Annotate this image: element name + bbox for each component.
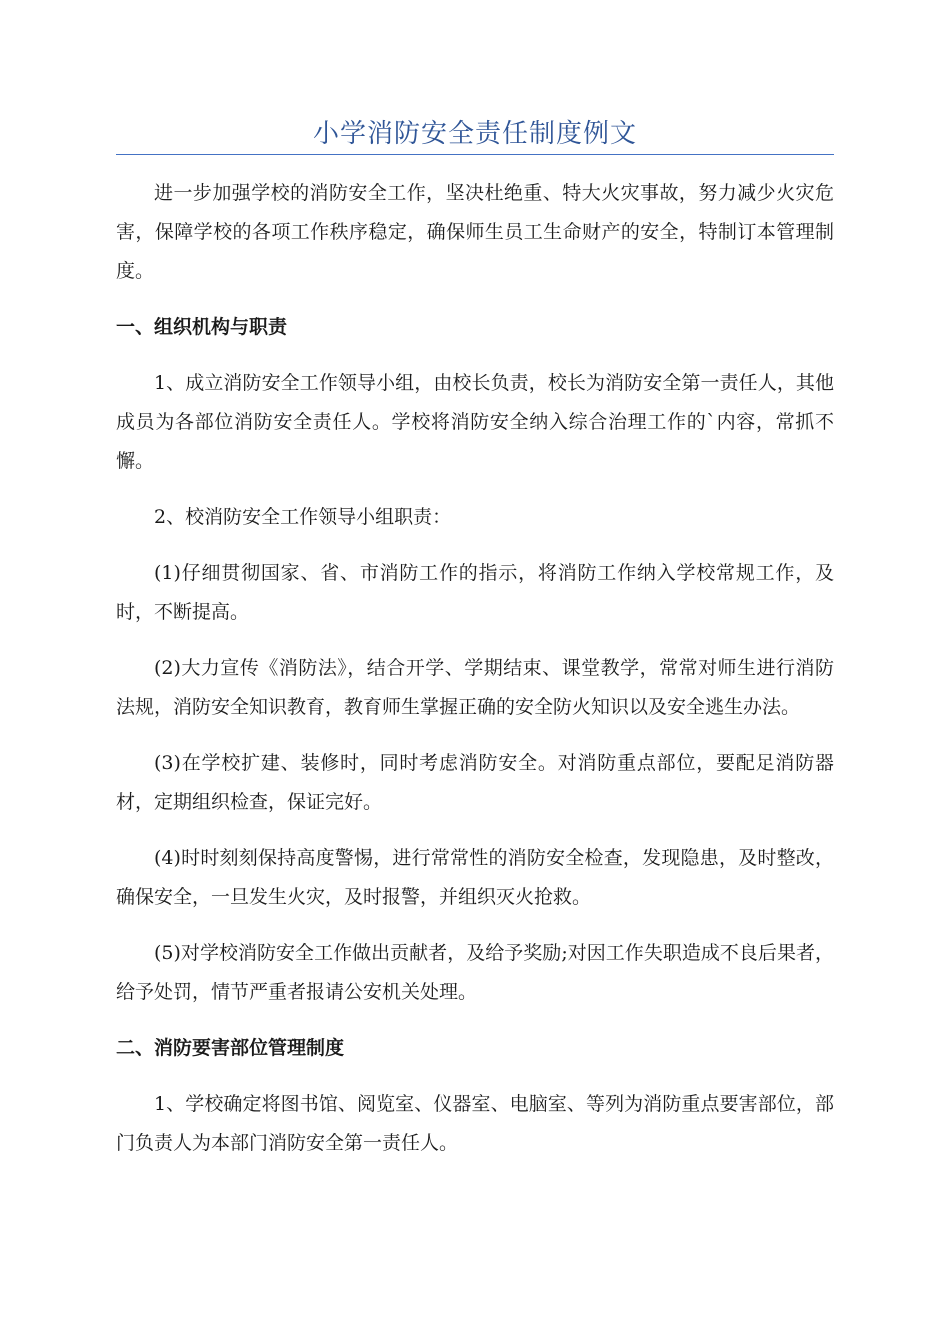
paragraph-item-2: 2、校消防安全工作领导小组职责： [154, 506, 452, 528]
paragraph-key-areas-1: 1、学校确定将图书馆、阅览室、仪器室、电脑室、等列为消防重点要害部位，部门负责人为本部门消防安全第一责任人。 [116, 1093, 834, 1154]
title-underline [116, 154, 834, 155]
intro-paragraph: 进一步加强学校的消防安全工作，坚决杜绝重、特大火灾事故，努力减少火灾危害，保障学校的各项工作秩序稳定，确保师生员工生命财产的安全，特制订本管理制度。 [116, 182, 834, 282]
document-title: 小学消防安全责任制度例文 [312, 119, 637, 149]
paragraph-duty-5: (5)对学校消防安全工作做出贡献者，及给予奖励;对因工作失职造成不良后果者，给予处罚，情节严重者报请公安机关处理。 [116, 942, 834, 1003]
paragraph-item-1: 1、成立消防安全工作领导小组，由校长负责，校长为消防安全第一责任人，其他成员为各部位消防安全责任人。学校将消防安全纳入综合治理工作的`内容，常抓不懈。 [116, 372, 834, 472]
paragraph-duty-3: (3)在学校扩建、装修时，同时考虑消防安全。对消防重点部位，要配足消防器材，定期组织检查，保证完好。 [116, 752, 834, 813]
section-heading-key-areas: 二、消防要害部位管理制度 [116, 1037, 345, 1059]
paragraph-duty-1: (1)仔细贯彻国家、省、市消防工作的指示，将消防工作纳入学校常规工作，及时，不断提高。 [116, 562, 834, 623]
document-body [116, 174, 834, 1180]
paragraph-duty-4: (4)时时刻刻保持高度警惕，进行常常性的消防安全检查，发现隐患，及时整改，确保安全，一旦发生火灾，及时报警，并组织灭火抢救。 [116, 847, 834, 908]
section-heading-organization: 一、组织机构与职责 [116, 316, 288, 338]
paragraph-duty-2: (2)大力宣传《消防法》，结合开学、学期结束、课堂教学，常常对师生进行消防法规，消防安全知识教育，教育师生掌握正确的安全防火知识以及安全逃生办法。 [116, 657, 834, 718]
